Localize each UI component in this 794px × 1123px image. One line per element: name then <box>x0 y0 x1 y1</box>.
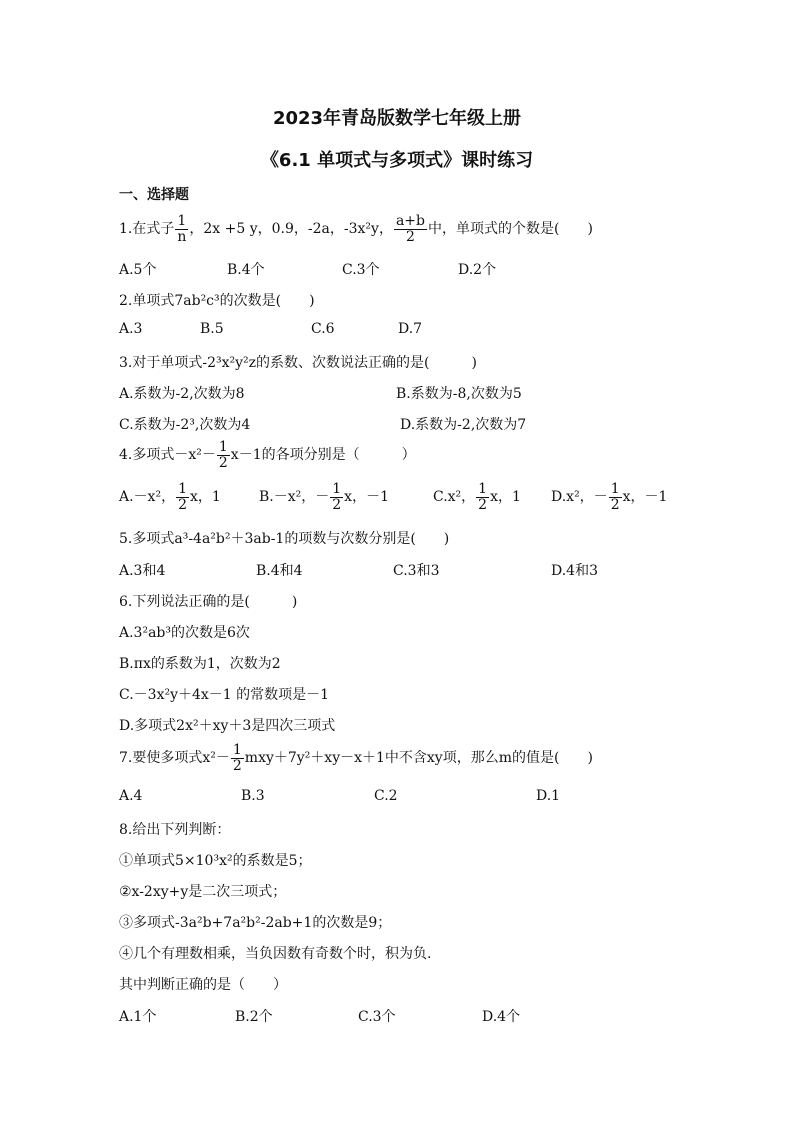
q6-option-a: A.3²ab³的次数是6次 <box>119 625 250 641</box>
q3-option-c: C.系数为-2³,次数为4 <box>119 417 251 433</box>
q4-option-c: C.x²， $\frac{1}{2}$ x，1 <box>433 481 521 513</box>
q2-option-b: B.5 <box>200 321 224 337</box>
fraction: $\frac{a+b}{2}$ <box>395 213 425 245</box>
fraction: $\frac{1}{2}$ <box>610 481 620 513</box>
q8-option-a: A.1个 <box>119 1009 157 1025</box>
q6-option-c: C.－3x²y＋4x－1 的常数项是－1 <box>119 687 330 703</box>
section-heading: 一、选择题 <box>119 187 189 203</box>
q4-option-b: B.－x²，－ $\frac{1}{2}$ x，－1 <box>259 481 389 513</box>
fraction: $\frac{1}{n}$ <box>177 213 187 245</box>
q7-option-a: A.4 <box>119 788 143 804</box>
q6-option-b: B.πx的系数为1，次数为2 <box>119 656 281 672</box>
q8-statement-1: ①单项式5×10³x²的系数是5； <box>119 853 312 869</box>
question-6-stem: 6.下列说法正确的是( ) <box>119 594 298 610</box>
q5-option-b: B.4和4 <box>256 563 303 579</box>
question-3-stem: 3.对于单项式-2³x²y²z的系数、次数说法正确的是( ) <box>119 355 477 371</box>
q8-option-b: B.2个 <box>235 1009 273 1025</box>
q1-option-c: C.3个 <box>342 262 380 278</box>
q3-option-d: D.系数为-2,次数为7 <box>400 417 527 433</box>
q1-option-b: B.4个 <box>227 262 265 278</box>
q8-option-c: C.3个 <box>358 1009 396 1025</box>
fraction: $\frac{1}{2}$ <box>232 742 242 774</box>
q8-statement-3: ③多项式-3a²b+7a²b²-2ab+1的次数是9； <box>119 915 392 931</box>
q2-option-d: D.7 <box>398 321 423 337</box>
q2-option-a: A.3 <box>119 321 143 337</box>
q3-option-b: B.系数为-8,次数为5 <box>396 386 522 402</box>
document-subtitle: 《6.1 单项式与多项式》课时练习 <box>260 150 534 171</box>
fraction: $\frac{1}{2}$ <box>178 481 187 513</box>
q7-option-d: D.1 <box>536 788 561 804</box>
q8-question: 其中判断正确的是（ ） <box>119 977 287 993</box>
document-title: 2023年青岛版数学七年级上册 <box>272 108 522 129</box>
q5-option-d: D.4和3 <box>551 563 598 579</box>
q8-option-d: D.4个 <box>482 1009 521 1025</box>
question-8-stem: 8.给出下列判断： <box>119 822 231 838</box>
fraction: $\frac{1}{2}$ <box>478 481 488 513</box>
q2-option-c: C.6 <box>311 321 335 337</box>
question-7-stem: 7.要使多项式x²－ $\frac{1}{2}$ mxy＋7y²＋xy－x＋1中不含xy项，那么m的值是( ) <box>119 742 593 774</box>
q8-statement-2: ②x-2xy+y是二次三项式； <box>119 884 287 900</box>
q3-option-a: A.系数为-2,次数为8 <box>119 386 245 402</box>
q5-option-c: C.3和3 <box>393 563 440 579</box>
q4-option-a: A.－x²， $\frac{1}{2}$ x，1 <box>119 481 221 513</box>
q6-option-d: D.多项式2x²＋xy＋3是四次三项式 <box>119 718 336 734</box>
question-2-stem: 2.单项式7ab²c³的次数是( ) <box>119 293 315 309</box>
q4-option-d: D.x²，－ $\frac{1}{2}$ x，－1 <box>551 481 668 513</box>
question-1-stem: 1.在式子 $\frac{1}{n}$ ，2x +5 y，0.9，-2a，-3x²y， $\frac{a+b}{2}$ 中，单项式的个数是( ) <box>119 213 593 245</box>
question-5-stem: 5.多项式a³-4a²b²＋3ab-1的项数与次数分别是( ) <box>119 531 450 547</box>
q8-statement-4: ④几个有理数相乘，当负因数有奇数个时，积为负. <box>119 946 432 962</box>
q7-option-b: B.3 <box>241 788 265 804</box>
q1-option-a: A.5个 <box>119 262 157 278</box>
question-4-stem: 4.多项式－x²－ $\frac{1}{2}$ x－1的各项分别是（ ） <box>119 439 416 471</box>
q1-option-d: D.2个 <box>458 262 497 278</box>
q5-option-a: A.3和4 <box>119 563 166 579</box>
fraction: $\frac{1}{2}$ <box>332 481 342 513</box>
fraction: $\frac{1}{2}$ <box>218 439 228 471</box>
q7-option-c: C.2 <box>374 788 398 804</box>
